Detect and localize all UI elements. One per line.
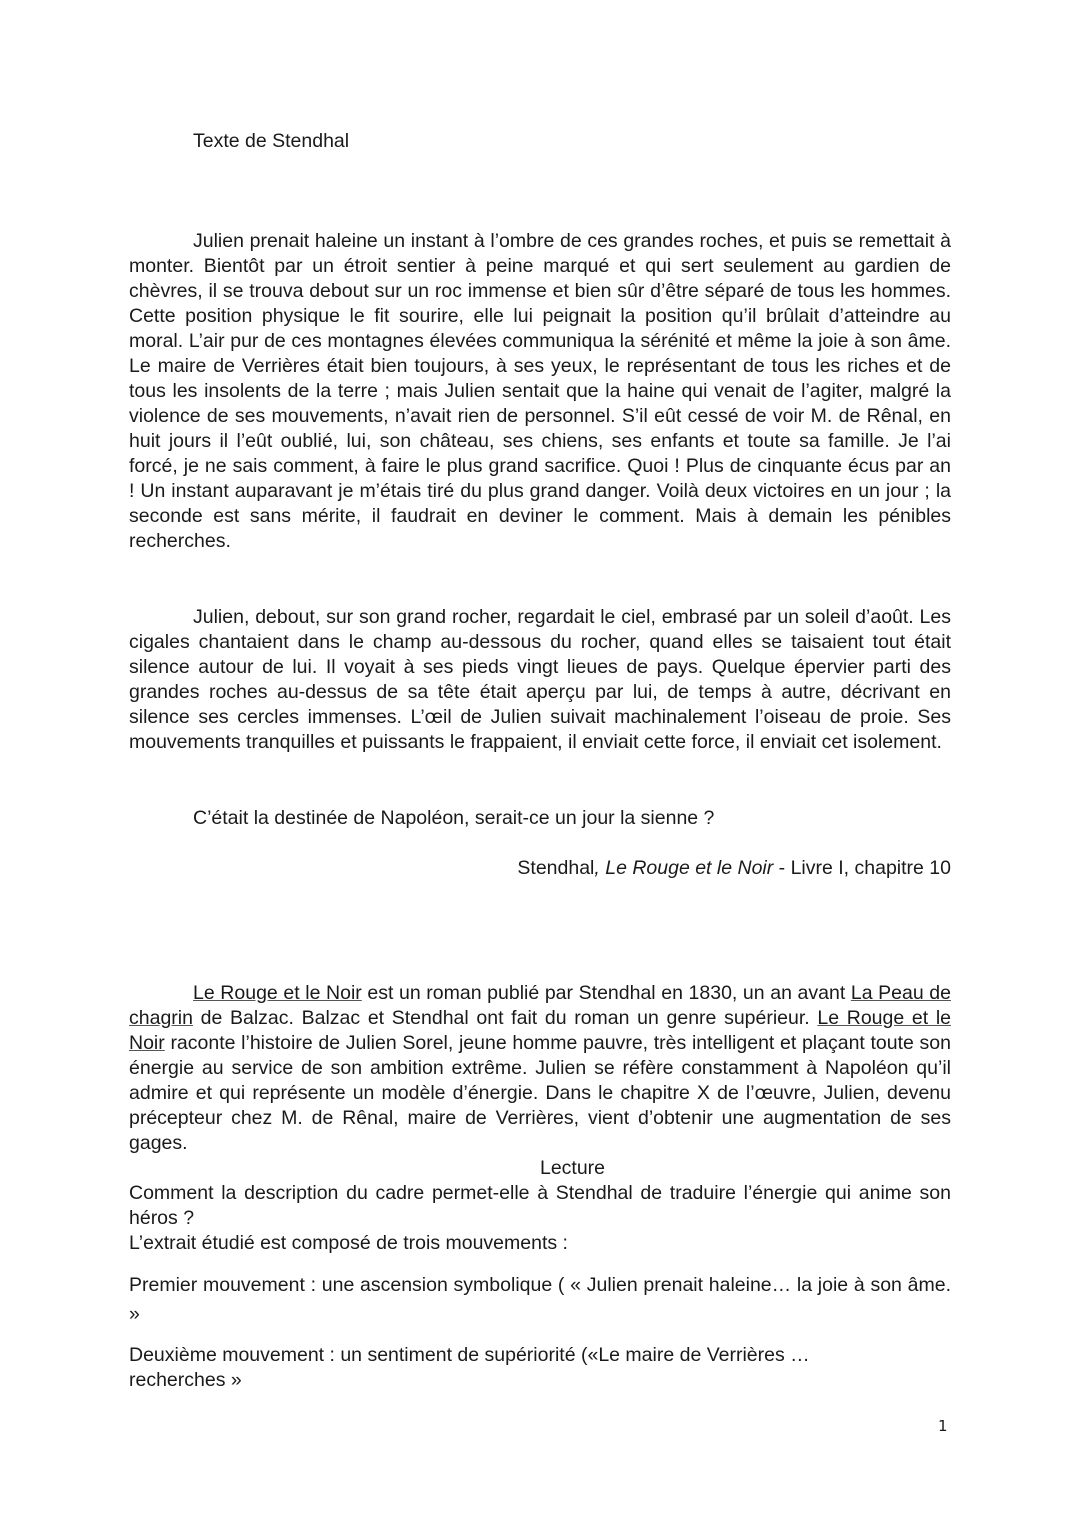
excerpt-paragraph-1 [129,229,951,554]
problematic-question [129,1181,951,1231]
page-number: 1 [938,1417,948,1435]
intro-fragment: en 1830, un an avant [655,982,851,1004]
excerpt-paragraph-2 [129,605,951,755]
question-text: Comment la description du cadre permet-elle à Stendhal de traduire l’énergie qui anime son héros ? [129,1182,951,1229]
citation-author: Stendhal [517,857,595,879]
citation-title: Le Rouge et le Noir [605,857,774,879]
document-heading: Texte de Stendhal [193,130,350,152]
movement-2-text: Deuxième mouvement : un sentiment de supériorité («Le maire de Verrières … recherches » [129,1344,810,1391]
structure-intro [129,1231,951,1256]
movement-1-text: Premier mouvement : une ascension symbolique ( « Julien prenait haleine… la joie à son âme. » [129,1274,951,1325]
paragraph-text: Julien, debout, sur son grand rocher, regardait le ciel, embrasé par un soleil d’août. Les cigales chantaient dans le champ au-dessous du rocher, quand elles se taisaient tout était silence autour de lui. Il voyait à ses pieds vingt lieues de pays. Quelque épervier parti des grandes roches au-dessus de sa tête était aperçu par lui, de temps à autre, décrivant en silence ses cercles immenses. L’œil de Julien suivait machinalement l’oiseau de proie. Ses mouvements tranquilles et puissants le frappaient, il enviait cette force, il enviait cet isolement. [129,606,951,753]
intro-fragment: raconte l’histoire de Julien Sorel, jeune homme pauvre, très intelligent et plaçant toute son énergie au service de son ambition extrême. Julien se réfère constamment à Napoléon qu’il admire et qui représente un modèle d’énergie. Dans le chapitre X de l’œuvre, Julien, devenu précepteur chez M. de Rênal, maire de Verrières, vient d’obtenir une augmentation de ses gages. [129,1032,951,1154]
paragraph-text: Julien prenait haleine un instant à l’ombre de ces grandes roches, et puis se remettait à monter. Bientôt par un étroit sentier à peine marqué et qui sert seulement au gardien de chèvres, il se trouva debout sur un roc immense et bien sûr d’être séparé de tous les hommes. Cette position physique le fit sourire, elle lui peignait la position qu’il brûlait d’atteindre au moral. L’air pur de ces montagnes élevées communiqua la sérénité et même la joie à son âme. Le maire de Verrières était bien toujours, à ses yeux, le représentant de tous les riches et de tous les insolents de la terre ; mais Julien sentait que la haine qui venait de l’agiter, malgré la violence de ses mouvements, n’avait rien de personnel. S’il eût cessé de voir M. de Rênal, en huit jours il l’eût oublié, lui, son château, ses chiens, ses enfants et toute sa famille. Je l’ai forcé, je ne sais comment, à faire le plus grand sacrifice. Quoi ! Plus de cinquante écus par an ! Un instant auparavant je m’étais tiré du plus grand danger. Voilà deux victoires en un jour ; la seconde est sans mérite, il faudrait en deviner le comment. Mais à demain les pénibles recherches. [129,230,951,552]
lecture-title: Lecture [539,1157,606,1179]
movement-2 [129,1343,909,1393]
intro-fragment: de Balzac. Balzac et Stendhal ont fait du roman un genre supérieur. [192,1007,818,1029]
citation-sep: , [594,857,606,879]
citation [517,856,951,881]
structure-intro-text: L’extrait étudié est composé de trois mouvements : [129,1232,568,1254]
intro-paragraph [129,981,951,1156]
novel-link-2[interactable]: Le Rouge et le Noir [129,1007,951,1054]
closing-line: C’était la destinée de Napoléon, serait-ce un jour la sienne ? [193,807,715,829]
intro-text [129,981,951,1156]
author-name: Stendhal [578,982,656,1004]
balzac-novel-link[interactable]: La Peau de chagrin [129,982,951,1029]
novel-link[interactable]: Le Rouge et le Noir [193,982,362,1004]
movement-1 [129,1271,951,1329]
intro-fragment: est un roman publié par [361,982,579,1004]
citation-rest: - Livre I, chapitre 10 [773,857,951,879]
